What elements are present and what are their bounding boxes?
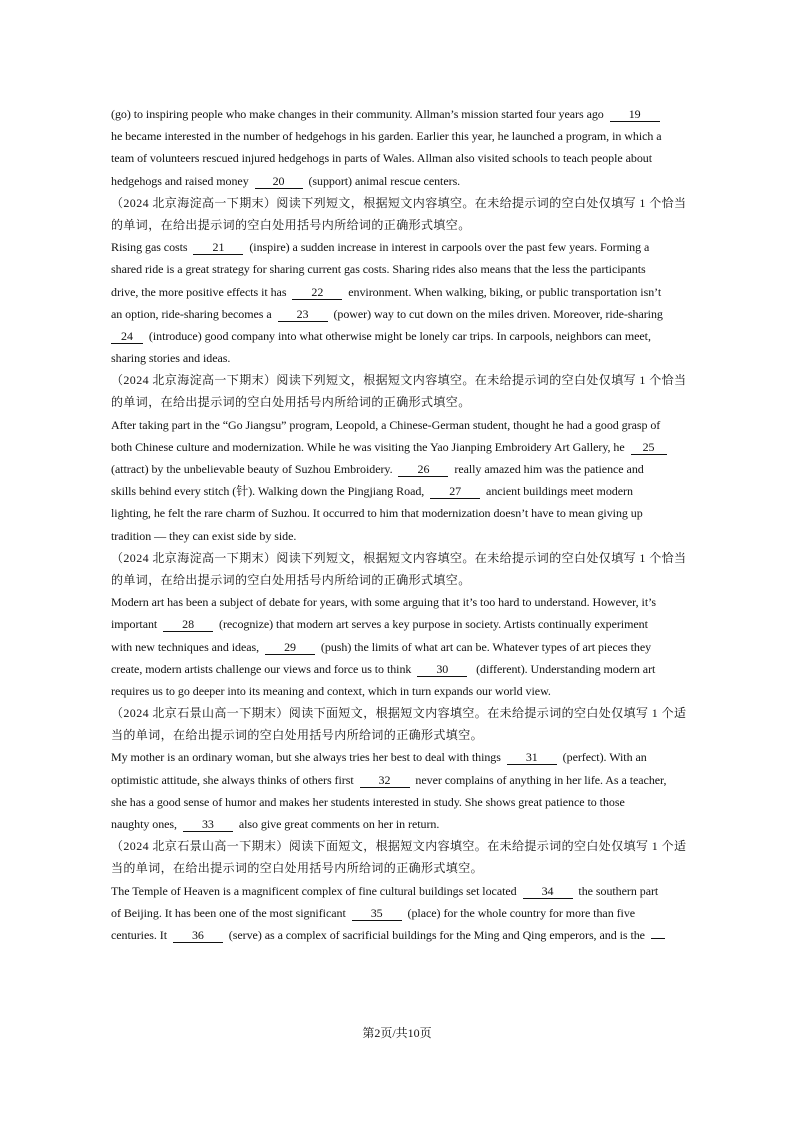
passage-line: [111, 125, 689, 147]
text-segment: My mother is an ordinary woman, but she always tries her best to deal with things: [111, 750, 507, 765]
text-segment: Rising gas costs: [111, 240, 194, 255]
text-segment: 的单词，在给出提示词的空白处用括号内所给词的正确形式填空。: [111, 395, 471, 410]
passage-line: [111, 525, 689, 547]
answer-blank[interactable]: 26: [398, 462, 448, 477]
text-segment: he became interested in the number of hedgehogs in his garden. Earlier this year, he launched a program, in which a: [111, 129, 662, 144]
text-segment: environment. When walking, biking, or public transportation isn’t: [342, 284, 662, 299]
text-segment: lighting, he felt the rare charm of Suzhou. It occurred to him that modernization doesn’t have to mean giving up: [111, 506, 643, 521]
text-segment: After taking part in the “Go Jiangsu” program, Leopold, a Chinese-German student, thought he had a good grasp of: [111, 417, 661, 432]
answer-blank[interactable]: 19: [610, 107, 660, 122]
page-body: [111, 103, 689, 946]
text-segment: optimistic attitude, she always thinks of others first: [111, 772, 360, 787]
instruction-line: [111, 391, 689, 413]
answer-blank[interactable]: 27: [430, 484, 480, 499]
text-segment: (serve) as a complex of sacrificial buildings for the Ming and Qing emperors, and is the: [222, 927, 651, 942]
instruction-line: [111, 702, 689, 724]
text-segment: 当的单词，在给出提示词的空白处用括号内所给词的正确形式填空。: [111, 861, 484, 876]
text-segment: also give great comments on her in return.: [232, 817, 440, 831]
answer-blank[interactable]: 29: [265, 640, 315, 655]
instruction-line: [111, 857, 689, 879]
text-segment: requires us to go deeper into its meaning and context, which in turn expands our world view.: [111, 683, 551, 698]
text-segment: 的单词，在给出提示词的空白处用括号内所给词的正确形式填空。: [111, 572, 471, 587]
text-segment: centuries. It: [111, 927, 173, 942]
text-segment: (power) way to cut down on the miles driven. Moreover, ride-sharing: [327, 306, 663, 321]
text-segment: skills behind every stitch (针). Walking down the Pingjiang Road,: [111, 484, 431, 499]
answer-blank[interactable]: 30: [417, 662, 467, 677]
passage-line: [111, 880, 689, 902]
answer-blank[interactable]: 34: [523, 884, 573, 899]
passage-line: [111, 480, 689, 502]
passage-line: [111, 147, 689, 169]
instruction-line: [111, 369, 689, 391]
answer-blank[interactable]: 31: [507, 750, 557, 765]
text-segment: Modern art has been a subject of debate for years, with some arguing that it’s too hard to understand. However, it’s: [111, 595, 657, 610]
text-segment: an option, ride-sharing becomes a: [111, 306, 278, 321]
text-segment: sharing stories and ideas.: [111, 351, 231, 366]
passage-line: [111, 746, 689, 768]
passage-line: [111, 680, 689, 702]
text-segment: (introduce) good company into what otherwise might be lonely car trips. In carpools, neighbors can meet,: [143, 328, 651, 343]
text-segment: with new techniques and ideas,: [111, 639, 266, 654]
passage-line: [111, 347, 689, 369]
passage-line: [111, 613, 689, 635]
text-segment: The Temple of Heaven is a magnificent complex of fine cultural buildings set located: [111, 883, 523, 898]
text-segment: （2024 北京海淀高一下期末）阅读下列短文，根据短文内容填空。在未给提示词的空白处仅填写 1 个恰当: [111, 195, 687, 210]
passage-line: [111, 791, 689, 813]
text-segment: （2024 北京海淀高一下期末）阅读下列短文，根据短文内容填空。在未给提示词的空白处仅填写 1 个恰当: [111, 550, 687, 565]
answer-blank[interactable]: [651, 924, 665, 939]
passage-line: [111, 236, 689, 258]
answer-blank[interactable]: 23: [278, 307, 328, 322]
passage-line: [111, 902, 689, 924]
text-segment: hedgehogs and raised money: [111, 173, 255, 188]
text-segment: ancient buildings meet modern: [480, 484, 633, 499]
text-segment: never complains of anything in her life. As a teacher,: [409, 772, 667, 787]
text-segment: （2024 北京石景山高一下期末）阅读下面短文，根据短文内容填空。在未给提示词的空白处仅填写 1 个适: [111, 839, 687, 854]
passage-line: [111, 458, 689, 480]
instruction-line: [111, 214, 689, 236]
text-segment: (go) to inspiring people who make changes in their community. Allman’s mission started four years ago: [111, 107, 610, 121]
instruction-line: [111, 724, 689, 746]
answer-blank[interactable]: 33: [183, 817, 233, 832]
passage-line: [111, 813, 689, 835]
passage-line: [111, 924, 689, 946]
text-segment: (push) the limits of what art can be. Whatever types of art pieces they: [315, 639, 652, 654]
text-segment: drive, the more positive effects it has: [111, 284, 293, 299]
text-segment: (attract) by the unbelievable beauty of Suzhou Embroidery.: [111, 462, 399, 476]
instruction-line: [111, 569, 689, 591]
instruction-line: [111, 192, 689, 214]
answer-blank[interactable]: 24: [111, 329, 143, 344]
text-segment: both Chinese culture and modernization. While he was visiting the Yao Jianping Embroidery Art Gallery, he: [111, 439, 631, 454]
text-segment: of Beijing. It has been one of the most significant: [111, 905, 352, 920]
passage-line: [111, 636, 689, 658]
answer-blank[interactable]: 28: [163, 617, 213, 632]
text-segment: （2024 北京海淀高一下期末）阅读下列短文，根据短文内容填空。在未给提示词的空白处仅填写 1 个恰当: [111, 373, 687, 388]
passage-line: [111, 502, 689, 524]
text-segment: important: [111, 617, 164, 632]
passage-line: [111, 103, 689, 125]
text-segment: （2024 北京石景山高一下期末）阅读下面短文，根据短文内容填空。在未给提示词的空白处仅填写 1 个适: [111, 706, 687, 721]
answer-blank[interactable]: 20: [255, 174, 303, 189]
passage-line: [111, 591, 689, 613]
text-segment: really amazed him was the patience and: [448, 462, 644, 476]
passage-line: [111, 281, 689, 303]
text-segment: (place) for the whole country for more than five: [401, 905, 636, 920]
text-segment: shared ride is a great strategy for sharing current gas costs. Sharing rides also means that the less the participants: [111, 262, 646, 277]
answer-blank[interactable]: 35: [352, 906, 402, 921]
passage-line: [111, 325, 689, 347]
passage-line: [111, 303, 689, 325]
answer-blank[interactable]: 22: [292, 285, 342, 300]
answer-blank[interactable]: 32: [360, 773, 410, 788]
text-segment: (support) animal rescue centers.: [302, 173, 461, 188]
text-segment: team of volunteers rescued injured hedgehogs in parts of Wales. Allman also visited schools to teach people about: [111, 151, 653, 166]
text-segment: (recognize) that modern art serves a key purpose in society. Artists continually experiment: [213, 617, 648, 632]
text-segment: 当的单词，在给出提示词的空白处用括号内所给词的正确形式填空。: [111, 728, 484, 743]
passage-line: [111, 258, 689, 280]
text-segment: create, modern artists challenge our views and force us to think: [111, 661, 418, 676]
text-segment: tradition — they can exist side by side.: [111, 528, 297, 543]
instruction-line: [111, 835, 689, 857]
passage-line: [111, 170, 689, 192]
answer-blank[interactable]: 25: [631, 440, 667, 455]
passage-line: [111, 414, 689, 436]
text-segment: she has a good sense of humor and makes her students interested in study. She shows great patience to those: [111, 794, 625, 809]
passage-line: [111, 658, 689, 680]
passage-line: [111, 436, 689, 458]
text-segment: (inspire) a sudden increase in interest in carpools over the past few years. Forming a: [243, 240, 650, 255]
text-segment: naughty ones,: [111, 817, 183, 831]
text-segment: (perfect). With an: [556, 750, 647, 765]
text-segment: 的单词，在给出提示词的空白处用括号内所给词的正确形式填空。: [111, 217, 471, 232]
page-footer: 第2页/共10页: [362, 1026, 432, 1040]
passage-line: [111, 769, 689, 791]
answer-blank[interactable]: 21: [193, 240, 243, 255]
answer-blank[interactable]: 36: [173, 928, 223, 943]
instruction-line: [111, 547, 689, 569]
text-segment: the southern part: [572, 883, 659, 898]
text-segment: (different). Understanding modern art: [467, 661, 656, 676]
